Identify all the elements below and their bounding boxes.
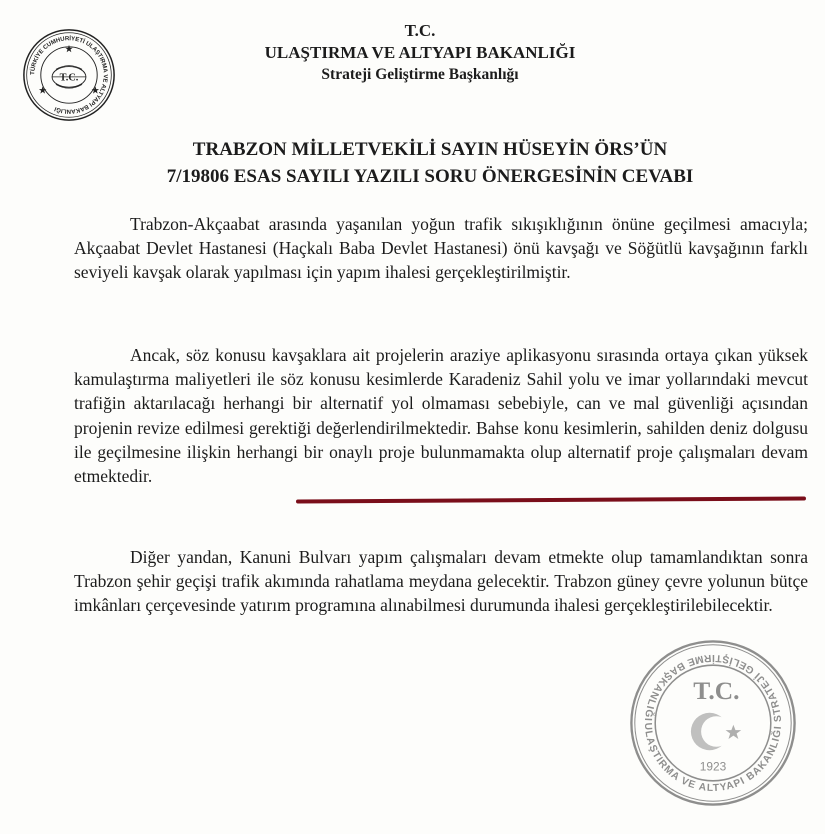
- ministry-logo-icon: [22, 28, 116, 122]
- document-title-line-2: 7/19806 ESAS SAYILI YAZILI SORU ÖNERGESİNİN CEVABI: [166, 166, 694, 187]
- stamp-ring-text: ULAŞTIRMA VE ALTYAPI BAKANLIĞI STRATEJİ GELİŞTİRME BAŞKANLIĞI: [641, 651, 785, 795]
- body-paragraph-1: Trabzon-Akçaabat arasında yaşanılan yoğun trafik sıkışıklığının önüne geçilmesi amacıyla; Akçaabat Devlet Hastanesi (Haçkalı Baba Devlet Hastanesi) önü kavşağı ve Söğütlü kavşağının farklı seviyeli kavşak olarak yapılması için yapım ihalesi gerçekleştirilmiştir.: [74, 214, 808, 283]
- logo-ring-text: TÜRKİYE CUMHURİYETİ ULAŞTIRMA VE ALTYAPI BAKANLIĞI: [30, 36, 108, 114]
- body-paragraph-3: Diğer yandan, Kanuni Bulvarı yapım çalışmaları devam etmekte olup tamamlandıktan sonra Trabzon şehir geçişi trafik akımında rahatlama meydana gelecektir. Trabzon güney çevre yolunun bütçe imkânları çerçevesinde yatırım programına alınabilmesi durumunda ihalesi gerçekleştirilebilecektir.: [74, 547, 808, 616]
- document-title-line-1: TRABZON MİLLETVEKİLİ SAYIN HÜSEYİN ÖRS’ÜN: [192, 139, 668, 160]
- document-title: [60, 136, 800, 190]
- stamp-center-text: T.C.: [693, 676, 740, 706]
- highlight-underline: [296, 496, 806, 503]
- stamp-year: 1923: [699, 759, 727, 774]
- letterhead-department: Strateji Geliştirme Başkanlığı: [321, 66, 519, 83]
- letterhead: [200, 20, 640, 86]
- body-paragraph-2: Ancak, söz konusu kavşaklara ait projelerin araziye aplikasyonu sırasında ortaya çıkan yüksek kamulaştırma maliyetleri ile söz konusu kesimlerde Karadeniz Sahil yolu ve imar yollarındaki mevcut trafiğin aktarılacağı herhangi bir alternatif yol olmaması sebebiyle, can ve mal güvenliği açısından projenin revize edilmesi gerektiği değerlendirilmektedir. Bahse konu kesimlerin, sahilden deniz dolgusu ile geçilmesine ilişkin herhangi bir onaylı proje bulunmamakta olup alternatif proje çalışmaları devam etmektedir.: [74, 345, 808, 487]
- official-stamp-icon: [628, 638, 798, 808]
- letterhead-country: T.C.: [404, 21, 436, 40]
- letterhead-ministry: ULAŞTIRMA VE ALTYAPI BAKANLIĞI: [264, 43, 576, 62]
- logo-center-text: T.C.: [59, 72, 79, 84]
